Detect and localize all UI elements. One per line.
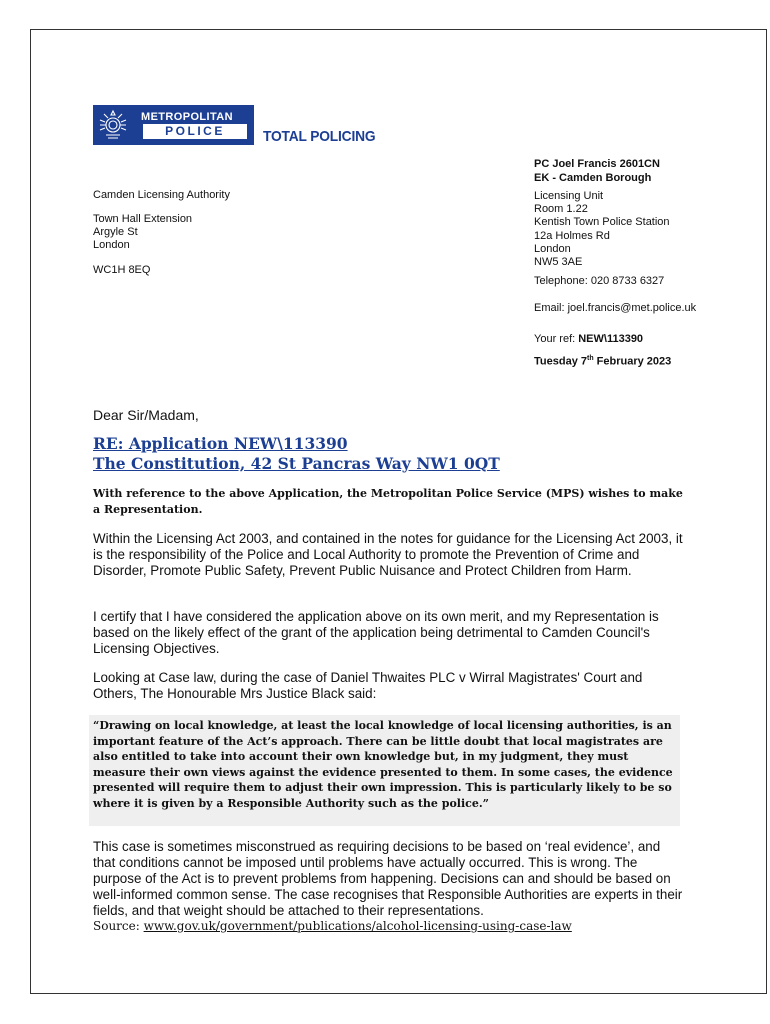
crest-icon: [96, 108, 130, 142]
body-paragraph: This case is sometimes misconstrued as requiring decisions to be based on ‘real evidence’, and that conditions cannot be imposed until problems have actually occurred. This is wrong. The purpose of the Act is to prevent problems from happening. Decisions can and should be based on well-informed common sense. The case recognises that Responsible Authorities are experts in their fields, and that weight should be attached to their representations.: [93, 839, 683, 918]
salutation: Dear Sir/Madam,: [93, 407, 199, 423]
your-ref-label: Your ref:: [534, 333, 579, 345]
your-ref-value: NEW\113390: [578, 333, 644, 345]
sender-telephone: Telephone: 020 8733 6327: [534, 275, 665, 287]
sender-address-line: NW5 3AE: [534, 256, 583, 268]
body-paragraph: Within the Licensing Act 2003, and contained in the notes for guidance for the Licensing Act 2003, it is the responsibility of the Police and Local Authority to promote the Prevention of Crime and Disorder, Promote Public Safety, Prevent Public Nuisance and Protect Children from Harm.: [93, 531, 683, 578]
source-citation: [93, 919, 572, 933]
met-police-logo: [93, 105, 254, 145]
subject-line-application: RE: Application NEW\113390: [93, 434, 348, 453]
date-sup: th: [587, 355, 594, 362]
body-paragraph: Looking at Case law, during the case of Daniel Thwaites PLC v Wirral Magistrates' Court and Others, The Honourable Mrs Justice Black said:: [93, 670, 643, 701]
tagline: TOTAL POLICING: [263, 128, 376, 145]
subject-line-premises: The Constitution, 42 St Pancras Way NW1 0QT: [93, 454, 500, 473]
recipient-address-line: Argyle St: [93, 226, 138, 238]
subject-heading: [93, 434, 500, 474]
recipient-address-line: London: [93, 239, 130, 251]
sender-address-line: Licensing Unit: [534, 190, 604, 202]
sender-address-line: Kentish Town Police Station: [534, 216, 670, 228]
logo-text-metropolitan: METROPOLITAN: [141, 111, 233, 123]
your-ref: [534, 333, 643, 346]
sender-name: PC Joel Francis 2601CN: [534, 158, 660, 170]
body-paragraph: I certify that I have considered the application above on its own merit, and my Representation is based on the likely effect of the grant of the application being detrimental to Camden Council's Licensing Objectives.: [93, 609, 659, 656]
letter-date: [534, 352, 671, 369]
recipient-address-line: Town Hall Extension: [93, 213, 193, 225]
intro-paragraph: With reference to the above Application, the Metropolitan Police Service (MPS) wishes to make a Representation.: [93, 487, 683, 516]
sender-email: Email: joel.francis@met.police.uk: [534, 302, 697, 314]
recipient-postcode: WC1H 8EQ: [93, 264, 151, 276]
sender-unit: EK - Camden Borough: [534, 172, 652, 184]
sender-address-line: Room 1.22: [534, 203, 588, 215]
sender-address-line: London: [534, 243, 571, 255]
source-label: Source:: [93, 919, 144, 933]
date-month-year: February 2023: [593, 355, 672, 368]
recipient-name: Camden Licensing Authority: [93, 189, 230, 201]
date-day: Tuesday 7: [534, 355, 587, 368]
sender-address-line: 12a Holmes Rd: [534, 230, 610, 242]
case-law-quote: “Drawing on local knowledge, at least the local knowledge of local licensing authorities, is an important feature of the Act’s approach. There can be little doubt that local magistrates are also entitled to take into account their own knowledge but, in my judgment, they must measure their own views against the evidence presented to them. In some cases, the evidence presented will require them to adjust their own impression. This is particularly likely to be so where it is given by a Responsible Authority such as the police.”: [89, 715, 680, 826]
logo-text-police: POLICE: [143, 124, 247, 139]
source-link[interactable]: www.gov.uk/government/publications/alcohol-licensing-using-case-law: [143, 919, 572, 933]
